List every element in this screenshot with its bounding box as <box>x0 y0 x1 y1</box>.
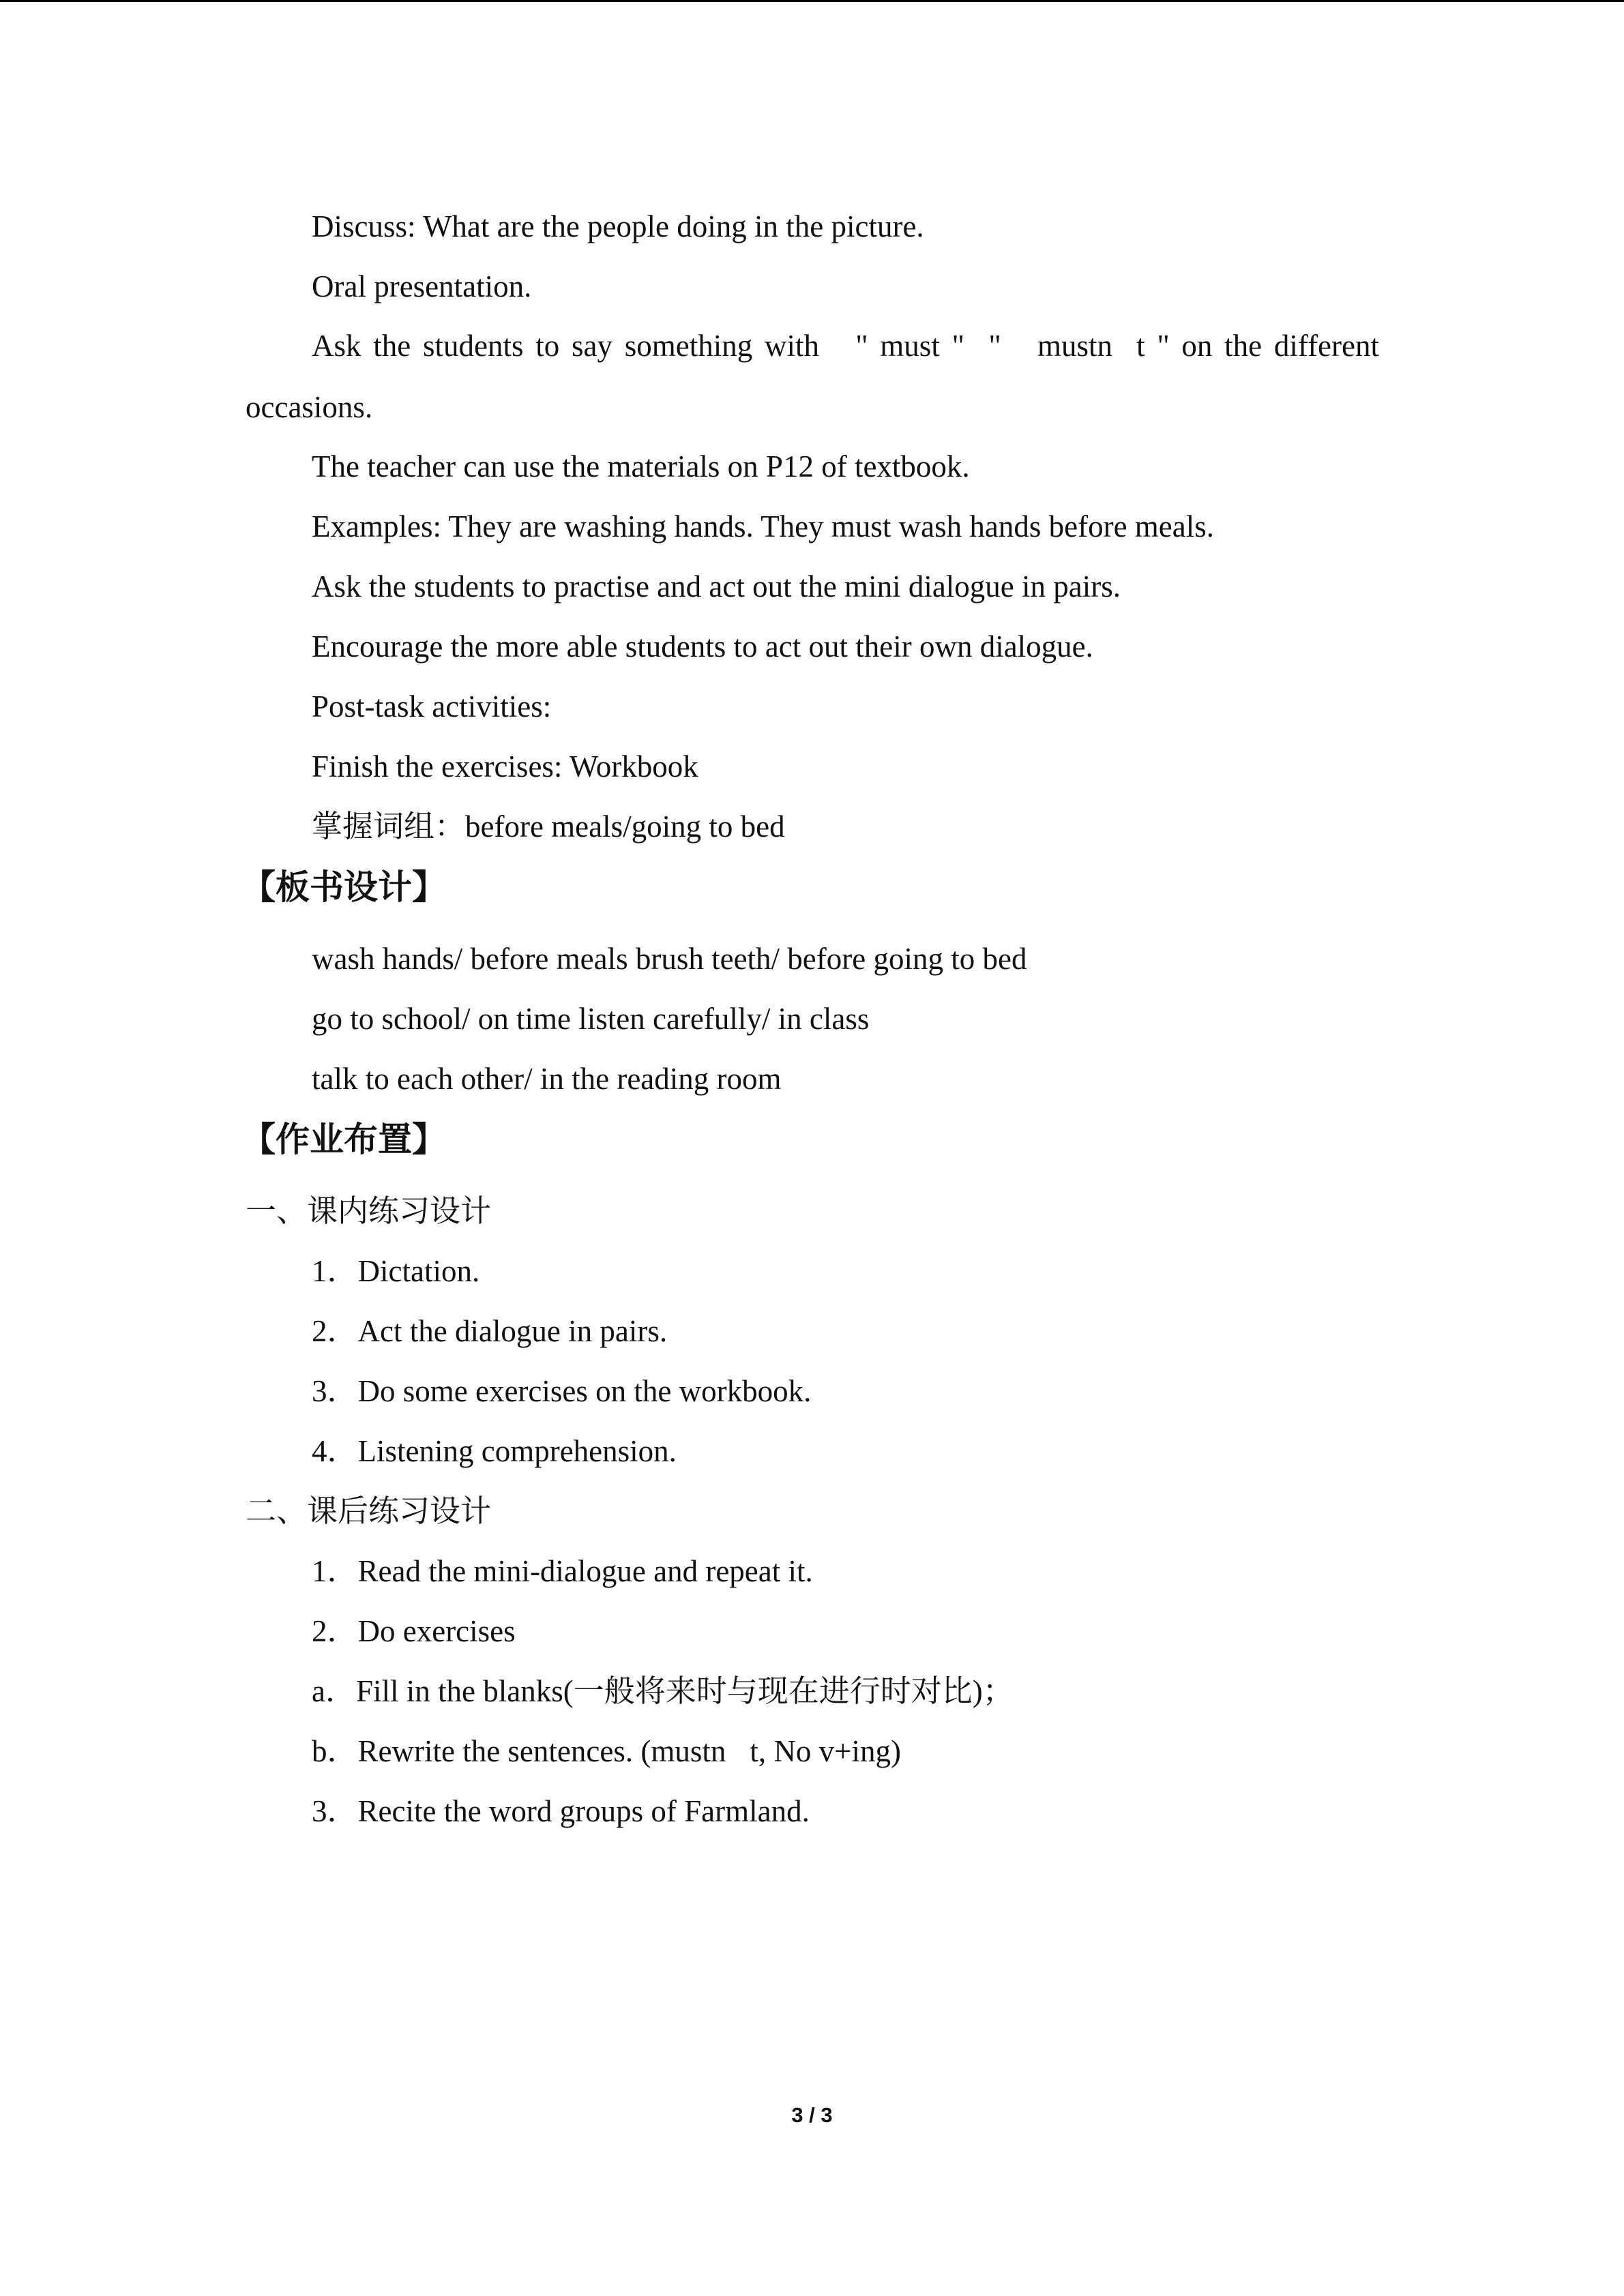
list-item: 1．Read the mini-dialogue and repeat it. <box>312 1554 813 1588</box>
paragraph: 掌握词组：before meals/going to bed <box>312 809 785 844</box>
paragraph: Ask the students to practise and act out the mini dialogue in pairs. <box>312 569 1121 603</box>
list-item: b．Rewrite the sentences. (mustn t, No v+ing) <box>312 1734 901 1768</box>
list-item: a．Fill in the blanks(一般将来时与现在进行时对比)； <box>312 1674 1014 1708</box>
list-item: 3．Do some exercises on the workbook. <box>312 1374 812 1408</box>
board-line: wash hands/ before meals brush teeth/ before going to bed <box>312 942 1027 976</box>
in-class-exercise-title: 一、课内练习设计 <box>246 1194 492 1228</box>
paragraph: Finish the exercises: Workbook <box>312 749 698 784</box>
board-line: talk to each other/ in the reading room <box>312 1062 782 1096</box>
paragraph: Oral presentation. <box>312 269 532 303</box>
board-design-heading: 【板书设计】 <box>241 867 446 907</box>
paragraph: Encourage the more able students to act out their own dialogue. <box>312 629 1093 664</box>
paragraph: The teacher can use the materials on P12 of textbook. <box>312 449 970 483</box>
list-item: 4．Listening comprehension. <box>312 1434 677 1468</box>
paragraph: Ask the students to say something with " must " " mustn t " on the different occasions. <box>246 329 1379 424</box>
paragraph: Post-task activities: <box>312 689 552 724</box>
after-class-exercise-title: 二、课后练习设计 <box>246 1494 492 1528</box>
document-body <box>241 206 1379 1851</box>
top-border-rule <box>0 0 1624 2</box>
paragraph: Discuss: What are the people doing in the picture. <box>312 209 924 243</box>
paragraph: Examples: They are washing hands. They must wash hands before meals. <box>312 509 1215 543</box>
board-line: go to school/ on time listen carefully/ in class <box>312 1002 870 1036</box>
list-item: 1．Dictation. <box>312 1254 480 1288</box>
homework-heading: 【作业布置】 <box>241 1120 446 1159</box>
list-item: 3．Recite the word groups of Farmland. <box>312 1794 810 1828</box>
list-item: 2．Do exercises <box>312 1614 516 1648</box>
list-item: 2．Act the dialogue in pairs. <box>312 1314 668 1348</box>
page-number: 3 / 3 <box>791 2103 833 2127</box>
